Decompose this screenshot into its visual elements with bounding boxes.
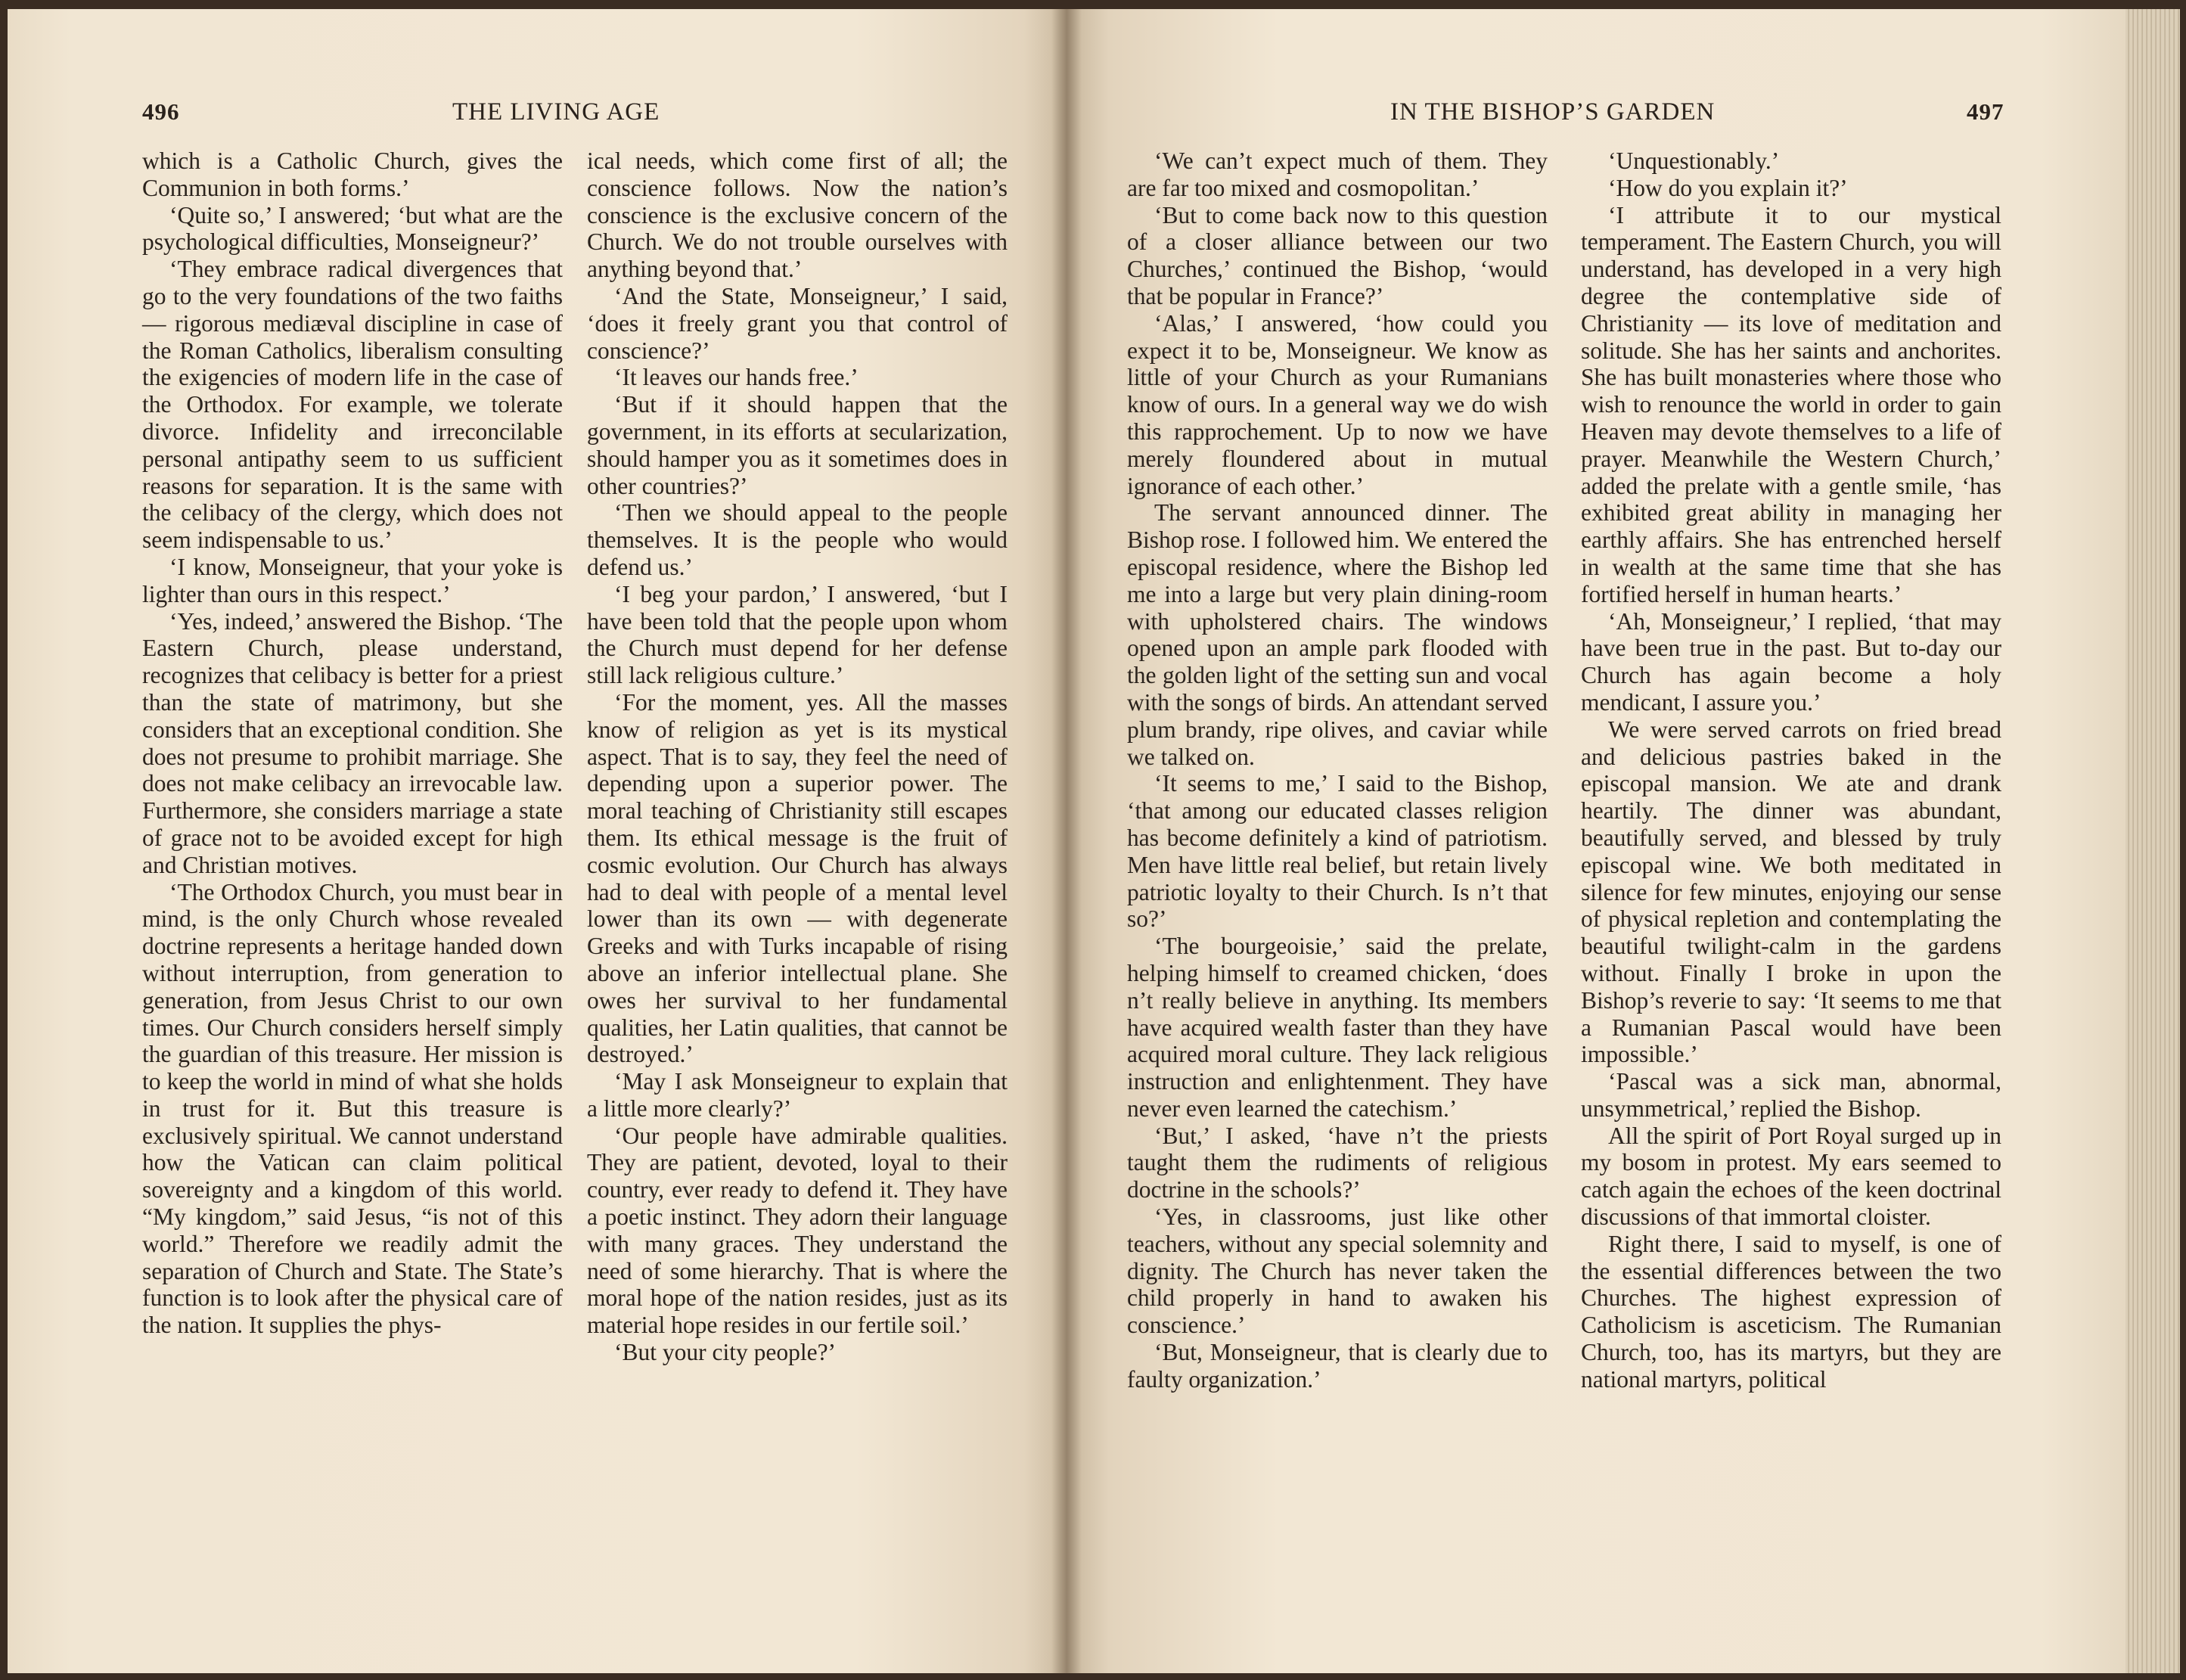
left-page [8,9,1067,1673]
paragraph: ‘The bourgeoisie,’ said the prelate, helping himself to creamed chicken, ‘does n’t really believe in anything. Its members have acquired wealth faster than they have acquired moral culture. They lack religious instruction and enlightenment. They have never even learned the catechism.’ [1127,933,1548,1122]
paragraph: ‘Our people have admirable qualities. They are patient, devoted, loyal to their country, ever ready to defend it. They have a poetic instinct. They adorn their language with many graces. They understand the need of some hierarchy. That is where the moral hope of the nation resides, just as its material hope resides in our fertile soil.’ [587,1122,1008,1339]
page-number-left: 496 [142,98,180,125]
paragraph: ‘Unquestionably.’ [1608,148,1780,174]
paragraph: ‘I attribute it to our mystical temperament. The Eastern Church, you will understand, has developed in a very high degree the contemplative side of Christianity — its love of meditation and solitude. She has her saints and anchorites. She has built monasteries where those who wish to renounce the world in order to gain Heaven may devote themselves to a life of prayer. Meanwhile the Western Church,’ added the prelate with a gentle smile, ‘has exhibited great ability in managing her earthly affairs. She has entrenched herself in wealth at the same time that she has fortified herself in human hearts.’ [1581,201,2001,607]
left-page-column-2 [587,148,1008,1366]
paragraph: ‘But, Monseigneur, that is clearly due to faulty organization.’ [1127,1339,1548,1393]
paragraph: ‘But your city people?’ [614,1339,837,1366]
paragraph: ‘It leaves our hands free.’ [614,364,859,391]
paragraph: All the spirit of Port Royal surged up in my bosom in protest. My ears seemed to catch again the echoes of the keen doctrinal discussions of that immortal cloister. [1581,1122,2001,1231]
paragraph: ‘But if it should happen that the government, in its efforts at secularization, should hamper you as it sometimes does in other countries?’ [587,391,1008,499]
paragraph: which is a Catholic Church, gives the Communion in both forms.’ [142,148,563,201]
paragraph: Right there, I said to myself, is one of the essential differences between the two Churches. The highest expression of Catholicism is asceticism. The Rumanian Church, too, has its martyrs, but they are national martyrs, political [1581,1230,2001,1393]
left-page-column-1 [142,148,563,1339]
paragraph: The servant announced dinner. The Bishop rose. I followed him. We entered the episcopal residence, where the Bishop led me into a large but very plain dining-room with upholstered chairs. The windows opened upon an ample park flooded with the golden light of the setting sun and vocal with the songs of birds. An attendant served plum brandy, ripe olives, and caviar while we talked on. [1127,499,1548,770]
paragraph: ‘I beg your pardon,’ I answered, ‘but I have been told that the people upon whom the Church must depend for her defense still lack religious culture.’ [587,580,1008,689]
right-page-column-1 [1127,148,1548,1393]
page-number-right: 497 [1967,98,2004,125]
paragraph: ‘The Orthodox Church, you must bear in mind, is the only Church whose revealed doctrine represents a heritage handed down without interruption, from generation to generation, from Jesus Christ to our own times. Our Church considers herself simply the guardian of this treasure. Her mission is to keep the world in mind of what she holds in trust for it. But this treasure is exclusively spiritual. We cannot understand how the Vatican can claim political sovereignty and a kingdom of this world. “My kingdom,” said Jesus, “is not of this world.” Therefore we readily admit the separation of Church and State. The State’s function is to look after the physical care of the nation. It supplies the phys- [142,878,563,1339]
running-head-right: IN THE BISHOP’S GARDEN [1390,98,1716,126]
paragraph: We were served carrots on fried bread and delicious pastries baked in the episcopal mansion. We ate and drank heartily. The dinner was abundant, beautifully served, and blessed by truly episcopal wine. We both meditated in silence for few minutes, enjoying our sense of physical repletion and contemplating the beautiful twilight-calm in the gardens without. Finally I broke in upon the Bishop’s reverie to say: ‘It seems to me that a Rumanian Pascal would have been impossible.’ [1581,716,2001,1068]
paragraph: ‘Pascal was a sick man, abnormal, unsymmetrical,’ replied the Bishop. [1581,1068,2001,1122]
paragraph: ‘It seems to me,’ I said to the Bishop, ‘that among our educated classes religion has become definitely a kind of patriotism. Men have little real belief, but retain lively patriotic loyalty to their Church. Is n’t that so?’ [1127,770,1548,933]
paragraph: ‘Yes, indeed,’ answered the Bishop. ‘The Eastern Church, please understand, recognizes that celibacy is better for a priest than the state of matrimony, but she considers that an exceptional condition. She does not presume to prohibit marriage. She does not make celibacy an irrevocable law. Furthermore, she considers marriage a state of grace not to be avoided except for high and Christian motives. [142,607,563,878]
paragraph: ‘May I ask Monseigneur to explain that a little more clearly?’ [587,1068,1008,1122]
page-edges [2125,9,2180,1673]
paragraph: ‘We can’t expect much of them. They are far too mixed and cosmopolitan.’ [1127,148,1548,201]
paragraph: ‘For the moment, yes. All the masses know of religion as yet is its mystical aspect. That is to say, they feel the need of depending upon a superior power. The moral teaching of Christianity still escapes them. Its ethical message is the fruit of cosmic evolution. Our Church has always had to deal with people of a mental level lower than its own — with degenerate Greeks and with Turks incapable of rising above an inferior intellectual plane. She owes her survival to her fundamental qualities, her Latin qualities, that cannot be destroyed.’ [587,688,1008,1068]
paragraph: ‘I know, Monseigneur, that your yoke is lighter than ours in this respect.’ [142,553,563,607]
paragraph: ‘Ah, Monseigneur,’ I replied, ‘that may have been true in the past. But to-day our Church has again become a holy mendicant, I assure you.’ [1581,607,2001,716]
right-page-column-2 [1581,148,2001,1393]
paragraph: ‘But,’ I asked, ‘have n’t the priests taught them the rudiments of religious doctrine in the schools?’ [1127,1122,1548,1203]
paragraph: ‘Yes, in classrooms, just like other teachers, without any special solemnity and dignity. The Church has never taken the child properly in hand to awaken his conscience.’ [1127,1203,1548,1339]
paragraph: ical needs, which come first of all; the conscience follows. Now the nation’s conscience is the exclusive concern of the Church. We do not trouble ourselves with anything beyond that.’ [587,148,1008,283]
paragraph: ‘And the State, Monseigneur,’ I said, ‘does it freely grant you that control of conscience?’ [587,282,1008,364]
book-gutter [1051,9,1082,1673]
paragraph: ‘How do you explain it?’ [1608,174,1848,201]
paragraph: ‘Quite so,’ I answered; ‘but what are the psychological difficulties, Monseigneur?’ [142,201,563,256]
paragraph: ‘They embrace radical divergences that go to the very foundations of the two faiths — rigorous mediæval discipline in case of the Roman Catholics, liberalism consulting the exigencies of modern life in the case of the Orthodox. For example, we tolerate divorce. Infidelity and irreconcilable personal antipathy seem to us sufficient reasons for separation. It is the same with the celibacy of the clergy, which does not seem indispensable to us.’ [142,256,563,554]
paragraph: ‘Then we should appeal to the people themselves. It is the people who would defend us.’ [587,499,1008,580]
right-page [1067,9,2125,1673]
paragraph: ‘Alas,’ I answered, ‘how could you expect it to be, Monseigneur. We know as little of your Church as your Rumanians know of ours. In a general way we do wish this rapprochement. Up to now we have merely floundered about in mutual ignorance of each other.’ [1127,309,1548,499]
running-head-left: THE LIVING AGE [452,98,660,126]
paragraph: ‘But to come back now to this question of a closer alliance between our two Churches,’ continued the Bishop, ‘would that be popular in France?’ [1127,201,1548,309]
